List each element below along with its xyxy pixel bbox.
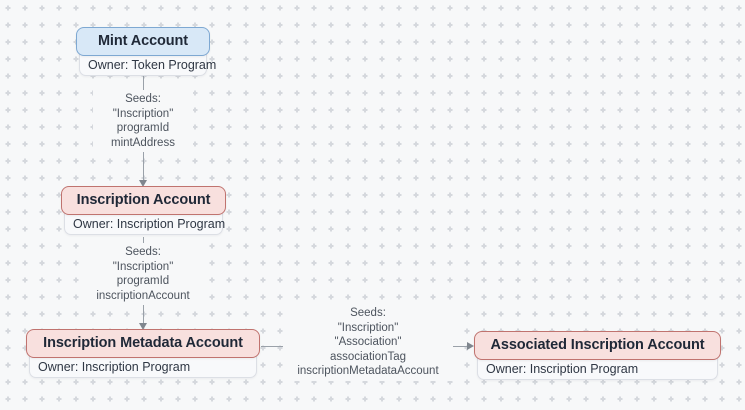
node-owner: Owner: Token Program: [79, 53, 207, 76]
node-owner: Owner: Inscription Program: [29, 355, 257, 378]
node-title: Inscription Metadata Account: [26, 329, 260, 358]
edge-label-line: mintAddress: [111, 136, 175, 149]
node-mint-account[interactable]: [76, 27, 217, 76]
edge-label-line: programId: [116, 275, 170, 287]
node-inscription-metadata-account[interactable]: [26, 329, 260, 378]
edge-label-line: Seeds:: [125, 93, 161, 105]
edge-label-line: associationTag: [329, 350, 407, 363]
edge-label-line: "Inscription": [337, 321, 399, 334]
edge-label-line: inscriptionAccount: [96, 289, 190, 302]
node-inscription-account[interactable]: [61, 186, 226, 235]
arrowhead-right-icon: [467, 342, 474, 350]
edge-label-line: Seeds:: [350, 307, 386, 319]
node-owner: Owner: Inscription Program: [477, 357, 718, 380]
edge-label-seeds-2: [83, 243, 203, 305]
edge-label-line: programId: [116, 122, 170, 134]
node-title: Associated Inscription Account: [474, 331, 721, 360]
node-title: Mint Account: [76, 27, 210, 56]
edge-label-line: inscriptionMetadataAccount: [297, 365, 439, 377]
edge-label-line: Seeds:: [125, 246, 161, 258]
edge-label-seeds-3: [283, 304, 453, 381]
edge-label-seeds-1: [93, 90, 193, 152]
node-associated-inscription-account[interactable]: [474, 331, 721, 380]
node-title: Inscription Account: [61, 186, 226, 215]
edge-label-line: "Association": [334, 336, 402, 348]
edge-label-line: "Inscription": [112, 107, 174, 120]
node-owner: Owner: Inscription Program: [64, 212, 223, 235]
edge-label-line: "Inscription": [112, 260, 174, 273]
